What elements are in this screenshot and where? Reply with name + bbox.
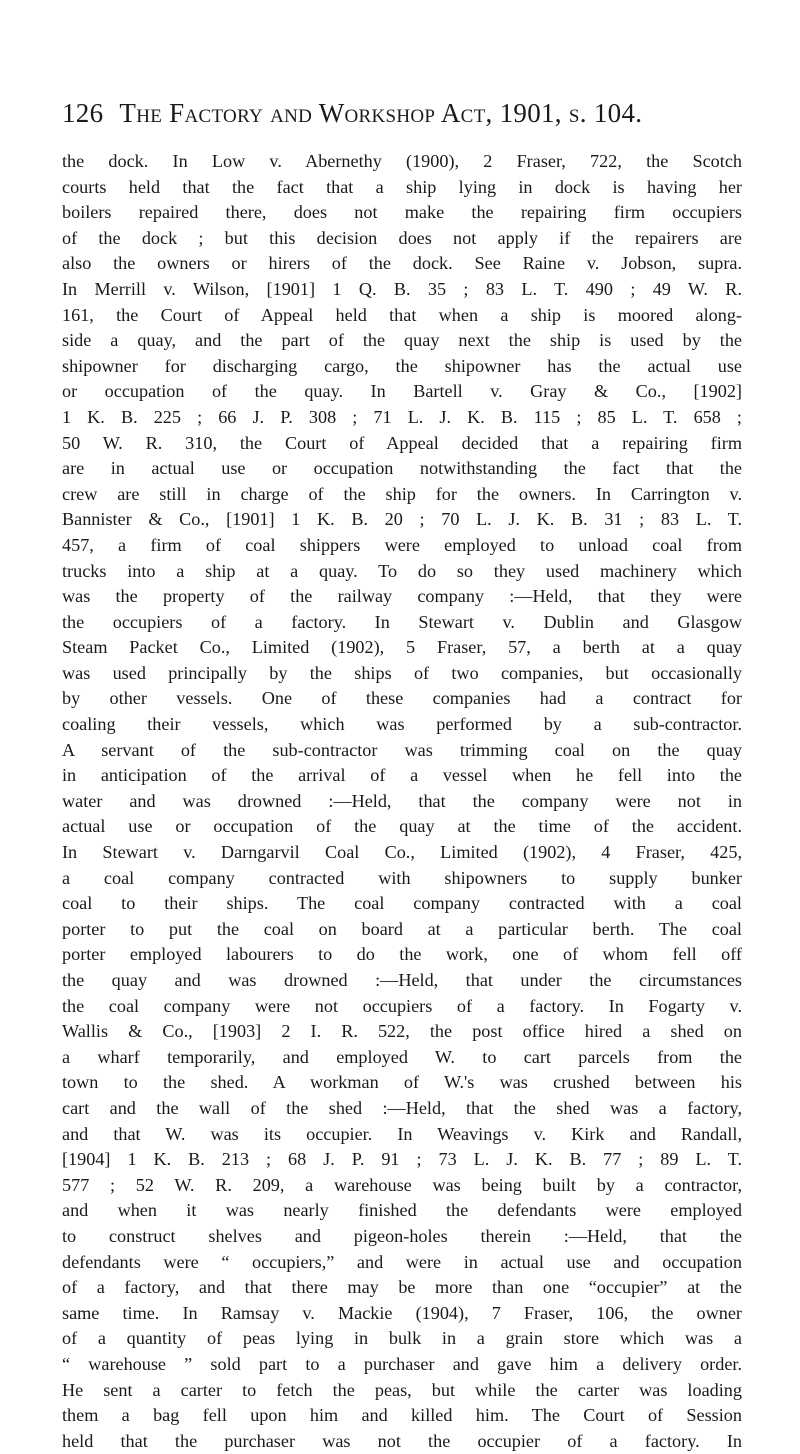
text-line: [1904] 1 K. B. 213 ; 68 J. P. 91 ; 73 L. J. K. B. 77 ; 89 L. T. bbox=[62, 1149, 742, 1170]
text-line: Bannister & Co., [1901] 1 K. B. 20 ; 70 L. J. K. B. 31 ; 83 L. T. bbox=[62, 509, 742, 530]
text-line: crew are still in charge of the ship for the owners. In Carrington v. bbox=[62, 483, 742, 504]
text-line: was the property of the railway company :—Held, that they were bbox=[62, 586, 742, 607]
body-paragraph bbox=[62, 149, 742, 1454]
text-line: defendants were “ occupiers,” and were in actual use and occupation bbox=[62, 1251, 742, 1272]
text-line: held that the purchaser was not the occupier of a factory. In bbox=[62, 1430, 742, 1451]
text-line: same time. In Ramsay v. Mackie (1904), 7 Fraser, 106, the owner bbox=[62, 1302, 742, 1323]
text-line: courts held that the fact that a ship lying in dock is having her bbox=[62, 176, 742, 197]
text-line: trucks into a ship at a quay. To do so they used machinery which bbox=[62, 560, 742, 581]
text-line: 457, a firm of coal shippers were employed to unload coal from bbox=[62, 534, 742, 555]
text-line: 161, the Court of Appeal held that when a ship is moored along- bbox=[62, 304, 742, 325]
text-line: porter employed labourers to do the work, one of whom fell off bbox=[62, 944, 742, 965]
running-title: The Factory and Workshop Act, 1901, s. 104. bbox=[119, 98, 643, 128]
text-line: coal to their ships. The coal company contracted with a coal bbox=[62, 893, 742, 914]
text-line: to construct shelves and pigeon-holes therein :—Held, that the bbox=[62, 1225, 742, 1246]
text-line: 577 ; 52 W. R. 209, a warehouse was being built by a contractor, bbox=[62, 1174, 742, 1195]
text-line: the quay and was drowned :—Held, that under the circumstances bbox=[62, 970, 742, 990]
running-head bbox=[62, 98, 762, 129]
page-number: 126 bbox=[62, 98, 104, 128]
text-line: actual use or occupation of the quay at the time of the accident. bbox=[62, 816, 742, 837]
text-line: He sent a carter to fetch the peas, but while the carter was loading bbox=[62, 1379, 742, 1400]
text-line: of the dock ; but this decision does not apply if the repairers are bbox=[62, 227, 742, 248]
text-line: Wallis & Co., [1903] 2 I. R. 522, the post office hired a shed on bbox=[62, 1021, 742, 1042]
text-line: the coal company were not occupiers of a factory. In Fogarty v. bbox=[62, 995, 742, 1016]
text-line: them a bag fell upon him and killed him. The Court of Session bbox=[62, 1405, 742, 1426]
text-line: side a quay, and the part of the quay next the ship is used by the bbox=[62, 330, 742, 351]
text-line: 50 W. R. 310, the Court of Appeal decided that a repairing firm bbox=[62, 432, 742, 453]
text-line: town to the shed. A workman of W.'s was crushed between his bbox=[62, 1072, 742, 1093]
text-line: porter to put the coal on board at a particular berth. The coal bbox=[62, 918, 742, 939]
text-line: water and was drowned :—Held, that the company were not in bbox=[62, 790, 742, 811]
text-line: in anticipation of the arrival of a vessel when he fell into the bbox=[62, 765, 742, 786]
text-line: a wharf temporarily, and employed W. to cart parcels from the bbox=[62, 1046, 742, 1067]
text-line: the occupiers of a factory. In Stewart v. Dublin and Glasgow bbox=[62, 611, 742, 632]
text-line: shipowner for discharging cargo, the shipowner has the actual use bbox=[62, 355, 742, 376]
text-line: boilers repaired there, does not make the repairing firm occupiers bbox=[62, 202, 742, 223]
text-line: 1 K. B. 225 ; 66 J. P. 308 ; 71 L. J. K. B. 115 ; 85 L. T. 658 ; bbox=[62, 406, 742, 427]
text-line: In Stewart v. Darngarvil Coal Co., Limited (1902), 4 Fraser, 425, bbox=[62, 842, 742, 863]
text-line: coaling their vessels, which was performed by a sub-contractor. bbox=[62, 714, 742, 735]
text-line: Steam Packet Co., Limited (1902), 5 Fraser, 57, a berth at a quay bbox=[62, 637, 742, 658]
text-line: and that W. was its occupier. In Weavings v. Kirk and Randall, bbox=[62, 1123, 742, 1144]
text-line: of a quantity of peas lying in bulk in a grain store which was a bbox=[62, 1328, 742, 1349]
text-line: cart and the wall of the shed :—Held, that the shed was a factory, bbox=[62, 1097, 742, 1118]
text-line: was used principally by the ships of two companies, but occasionally bbox=[62, 662, 742, 683]
text-line: by other vessels. One of these companies had a contract for bbox=[62, 688, 742, 709]
text-line: are in actual use or occupation notwithstanding the fact that the bbox=[62, 458, 742, 479]
text-line: also the owners or hirers of the dock. See Raine v. Jobson, supra. bbox=[62, 253, 742, 274]
text-line: and when it was nearly finished the defendants were employed bbox=[62, 1200, 742, 1221]
text-line: of a factory, and that there may be more than one “occupier” at the bbox=[62, 1277, 742, 1298]
text-line: a coal company contracted with shipowners to supply bunker bbox=[62, 867, 742, 888]
text-line: the dock. In Low v. Abernethy (1900), 2 Fraser, 722, the Scotch bbox=[62, 151, 742, 171]
text-line: “ warehouse ” sold part to a purchaser and gave him a delivery order. bbox=[62, 1353, 742, 1374]
text-line: or occupation of the quay. In Bartell v. Gray & Co., [1902] bbox=[62, 381, 742, 402]
text-line: In Merrill v. Wilson, [1901] 1 Q. B. 35 ; 83 L. T. 490 ; 49 W. R. bbox=[62, 278, 742, 299]
text-line: A servant of the sub-contractor was trimming coal on the quay bbox=[62, 739, 742, 760]
